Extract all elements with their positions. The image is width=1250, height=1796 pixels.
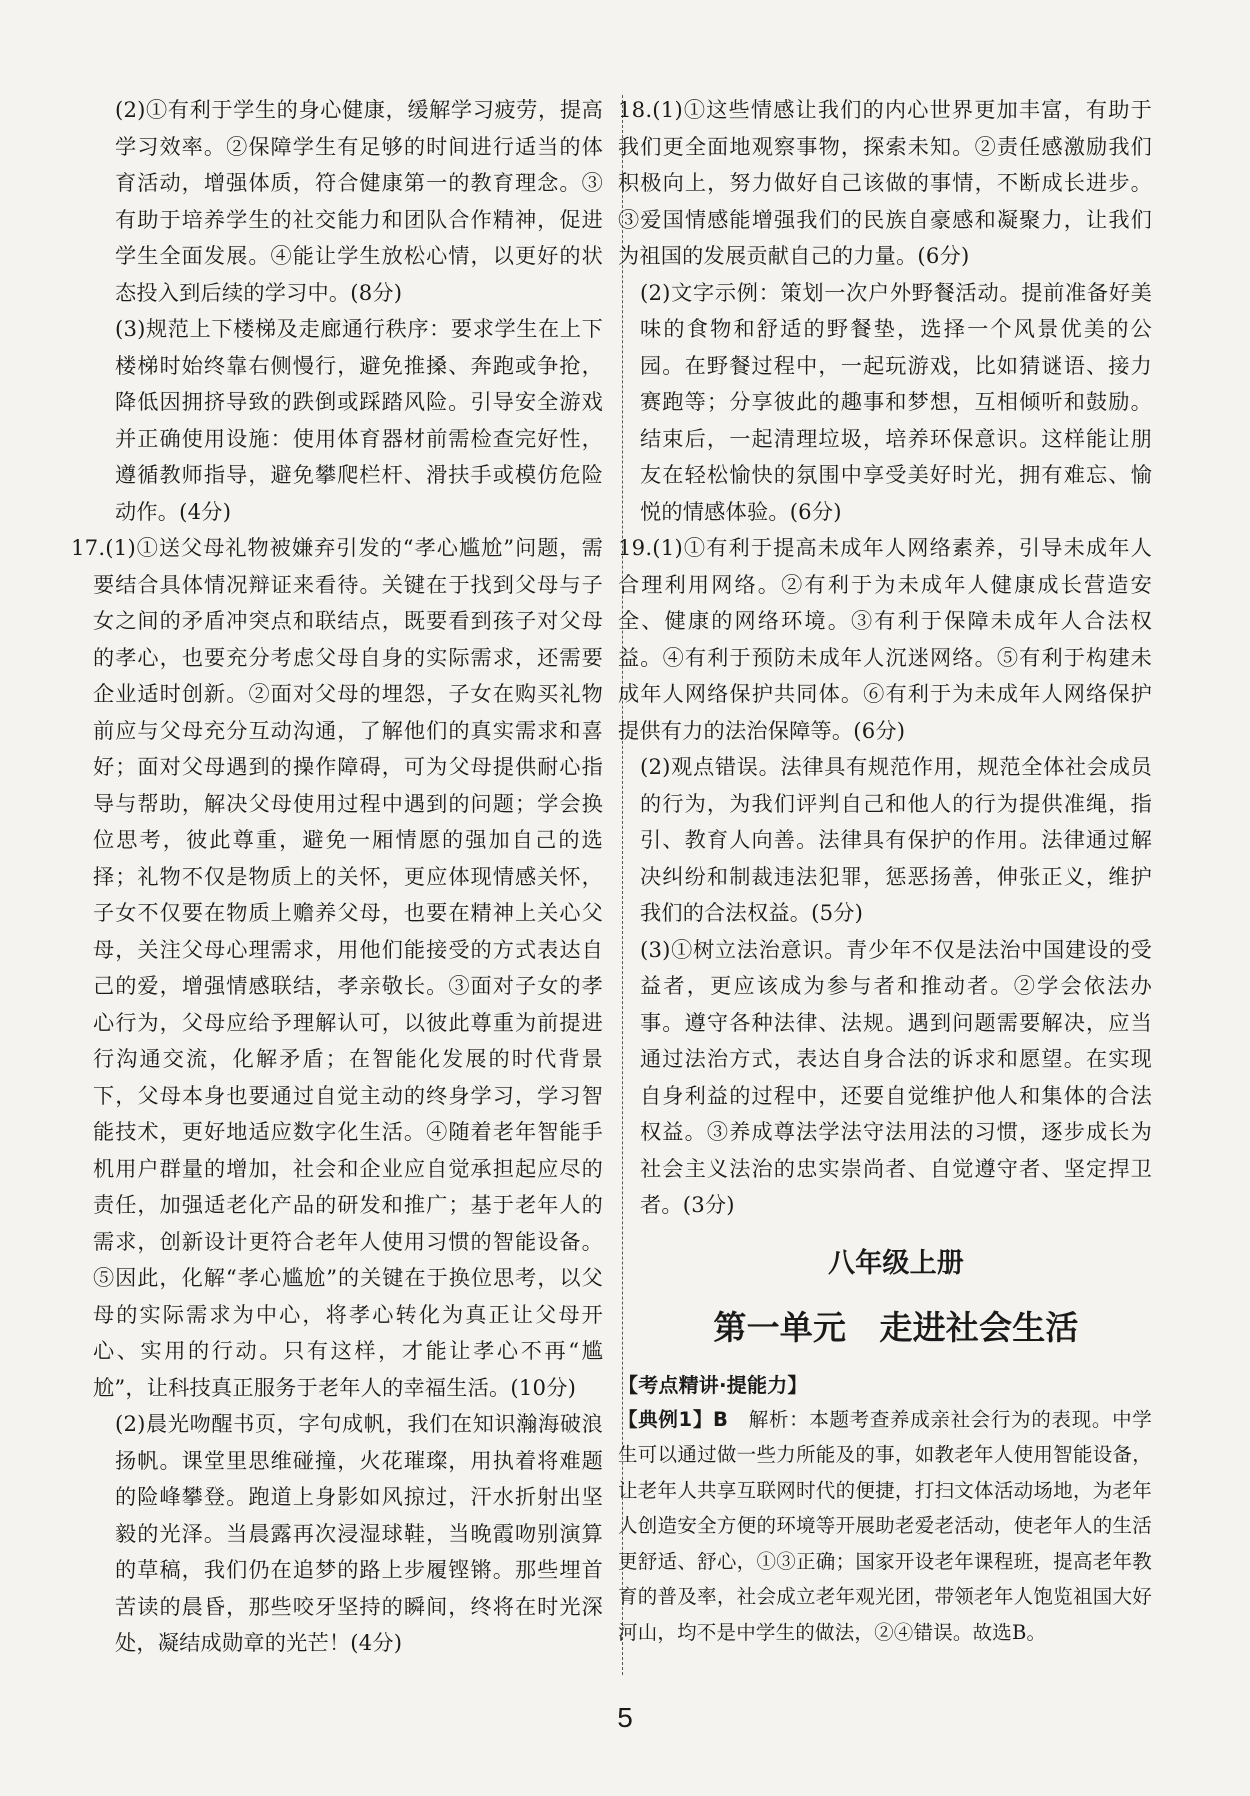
section-tag: 【考点精讲·提能力】 — [618, 1372, 808, 1397]
example-text: 解析：本题考查养成亲社会行为的表现。中学生可以通过做一些力所能及的事，如教老年人使用智能设备，让老年人共享互联网时代的便捷，打扫文体活动场地，为老年人创造安全方便的环境等开展助老爱老活动，使老年人的生活更舒适、舒心，①③正确；国家开设老年课程班，提高老年教育的普及率，社会成立老年观光团，带领老年人饱览祖国大好河山，均不是中学生的做法，②④错误。故选B。 — [618, 1407, 1153, 1644]
unit-title: 第一单元 走进社会生活 — [713, 1307, 1079, 1347]
example-1 — [618, 1402, 1152, 1651]
example-lead: 【典例1】B — [618, 1407, 729, 1431]
left-column — [71, 92, 603, 1662]
answer-19-1: 19.(1)①有利于提高未成年人网络素养，引导未成年人合理利用网络。②有利于为未成年人健康成长营造安全、健康的网络环境。③有利于保障未成年人合法权益。④有利于预防未成年人沉迷网络。⑤有利于构建未成年人网络保护共同体。⑥有利于为未成年人网络保护提供有力的法治保障等。(6分) — [618, 535, 1152, 743]
answer-16-2: (2)①有利于学生的身心健康，缓解学习疲劳，提高学习效率。②保障学生有足够的时间进行适当的体育活动，增强体质，符合健康第一的教育理念。③有助于培养学生的社交能力和团队合作精神，促进学生全面发展。④能让学生放松心情，以更好的状态投入到后续的学习中。(8分) — [115, 97, 603, 305]
page-number: 5 — [617, 1702, 633, 1733]
answer-17-2: (2)晨光吻醒书页，字句成帆，我们在知识瀚海破浪扬帆。课堂里思维碰撞，火花璀璨，用执着将难题的险峰攀登。跑道上身影如风掠过，汗水折射出坚毅的光泽。当晨露再次浸湿球鞋，当晚霞吻别演算的草稿，我们仍在追梦的路上步履铿锵。那些埋首苦读的晨昏，那些咬牙坚持的瞬间，终将在时光深处，凝结成勋章的光芒！(4分) — [115, 1411, 603, 1655]
right-column — [618, 92, 1153, 1650]
answer-16-3: (3)规范上下楼梯及走廊通行秩序：要求学生在上下楼梯时始终靠右侧慢行，避免推搡、奔跑或争抢，降低因拥挤导致的跌倒或踩踏风险。引导安全游戏并正确使用设施：使用体育器材前需检查完好性，遵循教师指导，避免攀爬栏杆、滑扶手或模仿危险动作。(4分) — [115, 316, 603, 524]
answer-18-2: (2)文字示例：策划一次户外野餐活动。提前准备好美味的食物和舒适的野餐垫，选择一个风景优美的公园。在野餐过程中，一起玩游戏，比如猜谜语、接力赛跑等；分享彼此的趣事和梦想，互相倾听和鼓励。结束后，一起清理垃圾，培养环保意识。这样能让朋友在轻松愉快的氛围中享受美好时光，拥有难忘、愉悦的情感体验。(6分) — [640, 279, 1152, 524]
answer-19-3: (3)①树立法治意识。青少年不仅是法治中国建设的受益者，更应该成为参与者和推动者。②学会依法办事。遵守各种法律、法规。遇到问题需要解决，应当通过法治方式，表达自身合法的诉求和愿望。在实现自身利益的过程中，还要自觉维护他人和集体的合法权益。③养成尊法学法守法用法的习惯，逐步成长为社会主义法治的忠实崇尚者、自觉遵守者、坚定捍卫者。(3分) — [640, 936, 1152, 1217]
answer-18-1: 18.(1)①这些情感让我们的内心世界更加丰富，有助于我们更全面地观察事物，探索未知。②责任感激励我们积极向上，努力做好自己该做的事情，不断成长进步。③爱国情感能增强我们的民族自豪感和凝聚力，让我们为祖国的发展贡献自己的力量。(6分) — [618, 97, 1152, 268]
answer-19-2: (2)观点错误。法律具有规范作用，规范全体社会成员的行为，为我们评判自己和他人的行为提供准绳，指引、教育人向善。法律具有保护的作用。法律通过解决纠纷和制裁违法犯罪，惩恶扬善，伸张正义，维护我们的合法权益。(5分) — [640, 754, 1152, 925]
grade-title: 八年级上册 — [828, 1247, 964, 1279]
answer-17-1: 17.(1)①送父母礼物被嫌弃引发的“孝心尴尬”问题，需要结合具体情况辩证来看待。关键在于找到父母与子女之间的矛盾冲突点和联结点，既要看到孩子对父母的孝心，也要充分考虑父母自身的实际需求，还需要企业适时创新。②面对父母的埋怨，子女在购买礼物前应与父母充分互动沟通，了解他们的真实需求和喜好；面对父母遇到的操作障碍，可为父母提供耐心指导与帮助，解决父母使用过程中遇到的问题；学会换位思考，彼此尊重，避免一厢情愿的强加自己的选择；礼物不仅是物质上的关怀，更应体现情感关怀，子女不仅要在物质上赡养父母，也要在精神上关心父母，关注父母心理需求，用他们能接受的方式表达自己的爱，增强情感联结，孝亲敬长。③面对子女的孝心行为，父母应给予理解认可，以彼此尊重为前提进行沟通交流，化解矛盾；在智能化发展的时代背景下，父母本身也要通过自觉主动的终身学习，学习智能技术，更好地适应数字化生活。④随着老年智能手机用户群量的增加，社会和企业应自觉承担起应尽的责任，加强适老化产品的研发和推广；基于老年人的需求，创新设计更符合老年人使用习惯的智能设备。⑤因此，化解“孝心尴尬”的关键在于换位思考，以父母的实际需求为中心，将孝心转化为真正让父母开心、实用的行动。只有这样，才能让孝心不再“尴尬”，让科技真正服务于老年人的幸福生活。(10分) — [71, 535, 603, 1400]
